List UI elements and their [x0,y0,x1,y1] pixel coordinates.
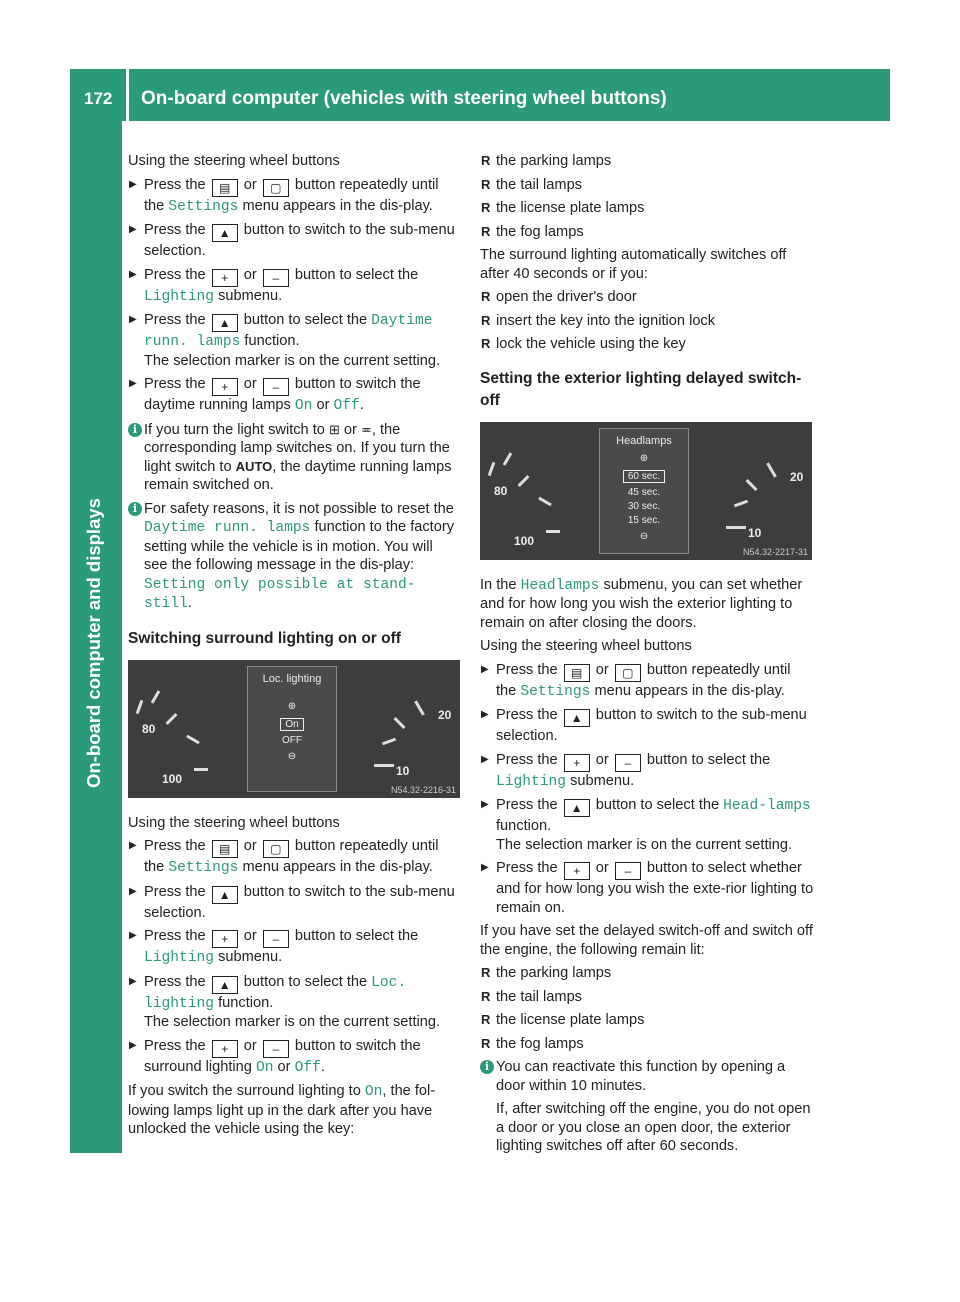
step: ▶ Press the ▲ button to select the Head‐lamps function. The selection marker is on the current setting. [480,796,814,854]
plus-button-icon: + [212,1040,238,1058]
info-note: i For safety reasons, it is not possible to reset the Daytime runn. lamps function to the factory setting while the vehicle is in motion. You will see the following message in the dis-play: Setting only possible at stand‐still. [128,500,460,614]
list-item: R the license plate lamps [480,199,814,218]
paragraph: In the Headlamps submenu, you can set whether and for how long you wish the exterior lighting to remain on after closing the doors. [480,576,803,631]
up-arrow-button-icon: ▲ [212,976,238,994]
list-item: R the fog lamps [480,223,814,242]
left-column [128,152,460,1144]
plus-button-icon: + [212,378,238,396]
step: ▶ Press the + or – button to switch the surround lighting On or Off. [128,1037,460,1078]
side-lamps-icon: ⊞ [328,421,340,437]
minus-button-icon: – [263,378,289,396]
intro-text: Using the steering wheel buttons [128,814,340,831]
list-item: R the tail lamps [480,176,814,195]
instrument-cluster-image: 80 100 20 10 Headlamps ⊕ 60 sec. 45 sec. 30 sec. 15 sec. ⊖ N54.32-2217-31 [480,422,812,560]
step: ▶ Press the + or – button to switch the daytime running lamps On or Off. [128,375,460,416]
page-title: On-board computer (vehicles with steering wheel buttons) [141,88,667,109]
right-column [480,152,814,1161]
up-arrow-button-icon: ▲ [212,886,238,904]
paragraph: The surround lighting automatically switches off after 40 seconds or if you: [480,247,787,282]
list-item: R the fog lamps [480,1035,814,1054]
plus-button-icon: + [564,754,590,772]
intro-text: Using the steering wheel buttons [480,638,692,654]
display-panel: Headlamps ⊕ 60 sec. 45 sec. 30 sec. 15 sec. ⊖ [599,428,689,554]
paragraph: If you have set the delayed switch-off and switch off the engine, the following remain lit: [480,923,813,958]
page-header [70,69,890,121]
plus-button-icon: + [212,930,238,948]
header-divider [126,69,129,121]
back-button-icon: ▤ [212,179,238,197]
plus-circle-icon: ⊕ [639,452,649,464]
low-beam-icon: ≖ [360,421,372,437]
auto-light-icon: AUTO [235,458,273,474]
step: ▶ Press the ▲ button to switch to the sub-menu selection. [480,706,814,746]
up-arrow-button-icon: ▲ [212,314,238,332]
plus-circle-icon: ⊕ [287,700,297,712]
step: ▶ Press the ▤ or ▢ button repeatedly until the Settings menu appears in the dis-play. [128,837,460,878]
plus-button-icon: + [212,269,238,287]
step: ▶ Press the + or – button to select the Lighting submenu. [480,751,814,792]
menu-button-icon: ▢ [615,664,641,682]
menu-button-icon: ▢ [263,179,289,197]
back-button-icon: ▤ [212,840,238,858]
display-panel: Loc. lighting ⊕ On OFF ⊖ [247,666,337,792]
up-arrow-button-icon: ▲ [564,709,590,727]
paragraph: If you switch the surround lighting to On, the fol-lowing lamps light up in the dark after you have unlocked the vehicle using the key: [128,1083,436,1137]
minus-button-icon: – [263,1040,289,1058]
back-button-icon: ▤ [564,664,590,682]
page-number: 172 [84,89,113,108]
step: ▶ Press the ▲ button to select the Loc. lighting function. The selection marker is on the current setting. [128,973,460,1032]
minus-button-icon: – [615,754,641,772]
info-note: i If you turn the light switch to ⊞ or ≖, the corresponding lamp switches on. If you turn the light switch to AUTO, the daytime running lamps remain switched on. [128,421,460,495]
minus-button-icon: – [263,930,289,948]
menu-button-icon: ▢ [263,840,289,858]
intro-text: Using the steering wheel buttons [128,153,340,169]
list-item: R the license plate lamps [480,1011,814,1030]
minus-circle-icon: ⊖ [287,750,297,762]
minus-circle-icon: ⊖ [639,530,649,542]
list-item: R the tail lamps [480,988,814,1007]
info-icon: i [128,423,142,437]
chapter-label: On-board computer and displays [83,498,104,788]
info-icon: i [480,1060,494,1074]
up-arrow-button-icon: ▲ [564,799,590,817]
instrument-cluster-image: 80 100 20 10 Loc. lighting ⊕ On OFF ⊖ N54.32-2216-31 [128,660,460,798]
info-note: i You can reactivate this function by opening a door within 10 minutes. [480,1058,814,1095]
list-item: R open the driver's door [480,288,814,307]
step: ▶ Press the ▲ button to switch to the sub-menu selection. [128,883,460,923]
minus-button-icon: – [263,269,289,287]
plus-button-icon: + [564,862,590,880]
section-heading: Switching surround lighting on or off [128,629,401,647]
list-item: R insert the key into the ignition lock [480,312,814,331]
step: ▶ Press the ▤ or ▢ button repeatedly until the Settings menu appears in the dis-play. [480,661,814,702]
step: ▶ Press the ▲ button to select the Daytime runn. lamps function. The selection marker is on the current setting. [128,311,460,370]
section-heading: Setting the exterior lighting delayed switch-off [480,369,802,409]
list-item: R the parking lamps [480,152,814,171]
step: ▶ Press the + or – button to select the Lighting submenu. [128,266,460,307]
step: ▶ Press the ▤ or ▢ button repeatedly until the Settings menu appears in the dis-play. [128,176,460,217]
list-item: R the parking lamps [480,964,814,983]
info-icon: i [128,502,142,516]
step: ▶ Press the + or – button to select whether and for how long you wish the exte-rior lighting to remain on. [480,859,814,917]
list-item: R lock the vehicle using the key [480,335,814,354]
minus-button-icon: – [615,862,641,880]
paragraph: If, after switching off the engine, you do not open a door or you close an open door, the exterior lighting switches off after 60 seconds. [496,1101,811,1154]
up-arrow-button-icon: ▲ [212,224,238,242]
chapter-sidebar [70,121,122,1153]
step: ▶ Press the ▲ button to switch to the sub-menu selection. [128,221,460,261]
step: ▶ Press the + or – button to select the Lighting submenu. [128,927,460,968]
